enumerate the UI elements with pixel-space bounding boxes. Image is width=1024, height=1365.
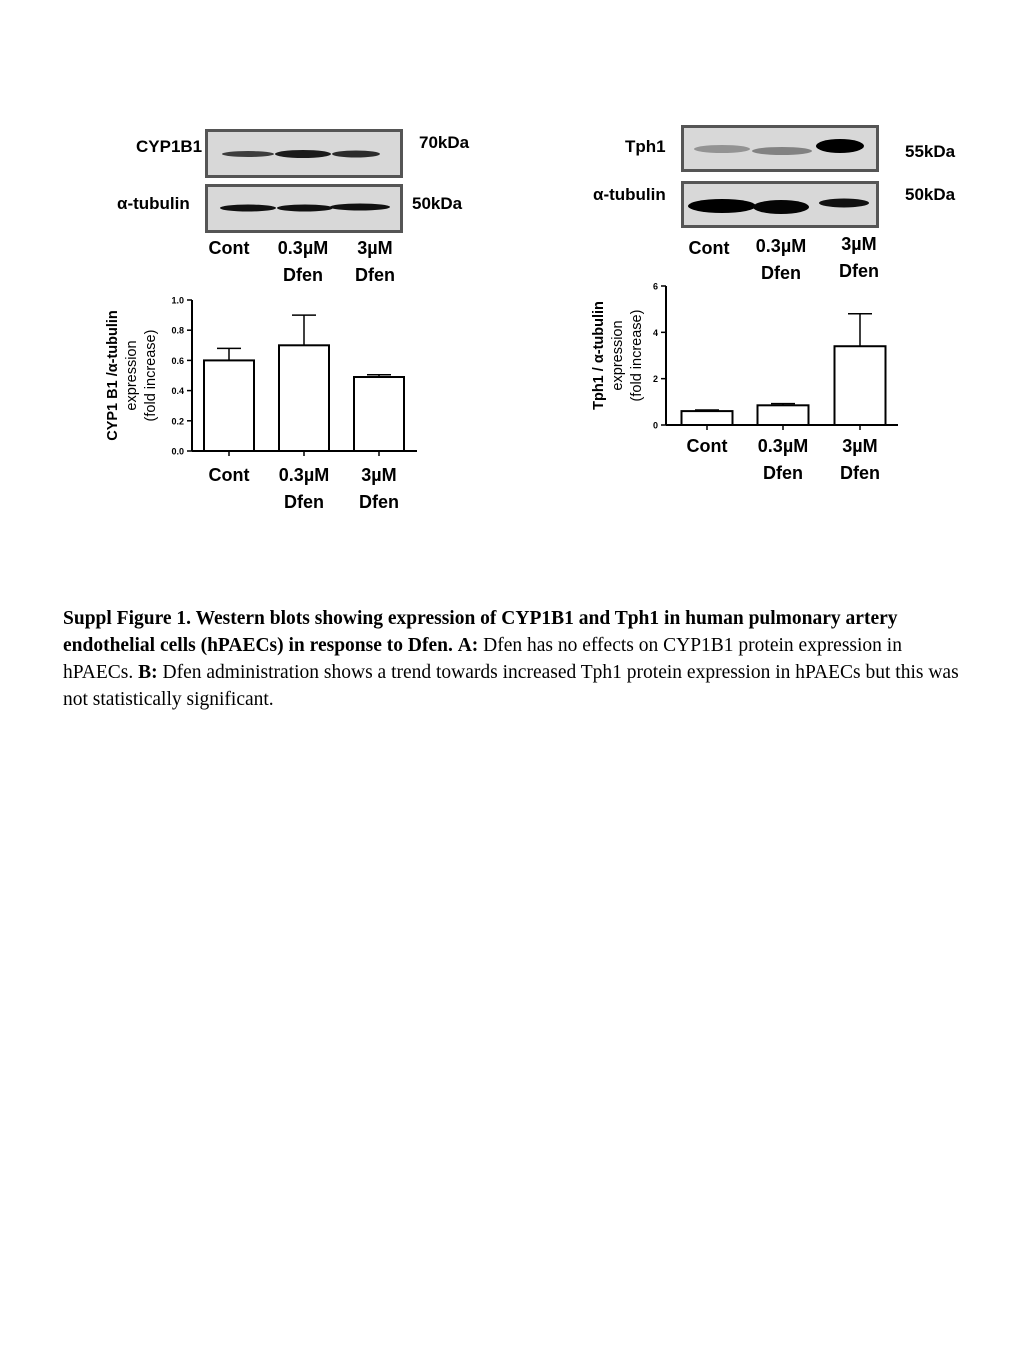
x-tick-label: 3µM xyxy=(842,436,878,456)
chart-b-tph1 xyxy=(585,275,915,495)
y-axis-label-line: Tph1 / α-tubulin xyxy=(591,301,607,410)
y-tick-label: 0.8 xyxy=(171,325,184,336)
y-axis-label xyxy=(591,301,645,410)
blot-b-row2-label: α-tubulin xyxy=(593,185,666,204)
blot-b-row1-image xyxy=(681,125,879,172)
y-axis-label xyxy=(105,310,159,441)
y-axis-label-line: CYP1 B1 /α-tubulin xyxy=(105,310,121,441)
blot-a-row1-label: CYP1B1 xyxy=(136,137,203,156)
lane-label-line1: 3µM xyxy=(357,238,393,258)
blot-a-row1-bands xyxy=(208,132,400,175)
blot-b-row1-size: 55kDa xyxy=(905,142,956,161)
x-tick-label: 0.3µM xyxy=(757,436,809,456)
caption-b-label: B: xyxy=(138,662,158,683)
blot-a-row1-image xyxy=(205,129,403,178)
bar xyxy=(354,377,404,451)
y-axis-label-line: (fold increase) xyxy=(629,309,645,402)
blot-b-row1-label: Tph1 xyxy=(625,137,666,156)
bar xyxy=(204,360,254,451)
lane-label-line2: Dfen xyxy=(839,261,879,281)
y-tick-label: 0.6 xyxy=(171,355,184,366)
blot-b-row2-size: 50kDa xyxy=(905,185,956,204)
caption-a-label: A: xyxy=(457,635,479,656)
x-tick-label: Dfen xyxy=(840,463,880,483)
caption-b-text: Dfen administration shows a trend towards increased Tph1 protein expression in hPAECs but this was not statistically significant. xyxy=(63,662,959,710)
x-tick-label: Dfen xyxy=(359,492,399,512)
blot-b-row2-image xyxy=(681,181,879,228)
x-tick-label: 0.3µM xyxy=(278,465,330,485)
blot-b-row2-bands xyxy=(684,184,876,225)
x-tick-label: Cont xyxy=(208,465,250,485)
y-tick-label: 4 xyxy=(652,327,658,338)
caption-a-text: Dfen has no effects on CYP1B1 protein expression in hPAECs. xyxy=(63,635,902,683)
bar xyxy=(758,405,809,425)
y-tick-label: 6 xyxy=(652,281,658,292)
y-axis-label-line: expression xyxy=(124,340,140,411)
x-tick-label: 3µM xyxy=(361,465,397,485)
lane-label-line1: Cont xyxy=(688,238,730,258)
lane-label-line2: Dfen xyxy=(283,265,323,285)
blot-a-lane-3 xyxy=(345,235,405,289)
y-axis-label-line: expression xyxy=(610,320,626,391)
blot-b-row1-bands xyxy=(684,128,876,169)
lane-label-line1: 0.3µM xyxy=(277,238,329,258)
lane-label-line1: Cont xyxy=(208,238,250,258)
blot-a-row2-size: 50kDa xyxy=(412,194,463,213)
bar xyxy=(835,346,886,425)
blot-a-row1-size: 70kDa xyxy=(419,133,470,152)
blot-a-row2-bands xyxy=(208,187,400,230)
blot-a-row2-label: α-tubulin xyxy=(117,194,190,213)
lane-label-line2: Dfen xyxy=(355,265,395,285)
x-tick-label: Dfen xyxy=(284,492,324,512)
caption-title: Suppl Figure 1. Western blots showing expression of CYP1B1 and Tph1 in human pulmonary artery endothelial cells (hPAECs) in response to Dfen. xyxy=(63,608,898,656)
x-tick-label: Cont xyxy=(686,436,728,456)
y-tick-label: 2 xyxy=(652,374,658,385)
blot-a-row2-image xyxy=(205,184,403,233)
y-tick-label: 1.0 xyxy=(171,295,184,306)
blot-a-lane-03 xyxy=(268,235,338,289)
lane-label-line2: Dfen xyxy=(761,263,801,283)
bar xyxy=(682,411,733,425)
y-tick-label: 0.4 xyxy=(171,386,184,397)
y-axis-label-line: (fold increase) xyxy=(143,329,159,422)
figure-caption xyxy=(63,605,963,713)
lane-label-line1: 0.3µM xyxy=(755,236,807,256)
blot-a-lane-cont xyxy=(200,235,258,262)
y-tick-label: 0 xyxy=(652,420,658,431)
y-tick-label: 0.0 xyxy=(171,446,184,457)
lane-label-line1: 3µM xyxy=(841,234,877,254)
y-tick-label: 0.2 xyxy=(171,416,184,427)
blot-b-lane-cont xyxy=(680,235,738,262)
chart-a-cyp1b1 xyxy=(95,285,435,520)
x-tick-label: Dfen xyxy=(763,463,803,483)
bar xyxy=(279,345,329,451)
